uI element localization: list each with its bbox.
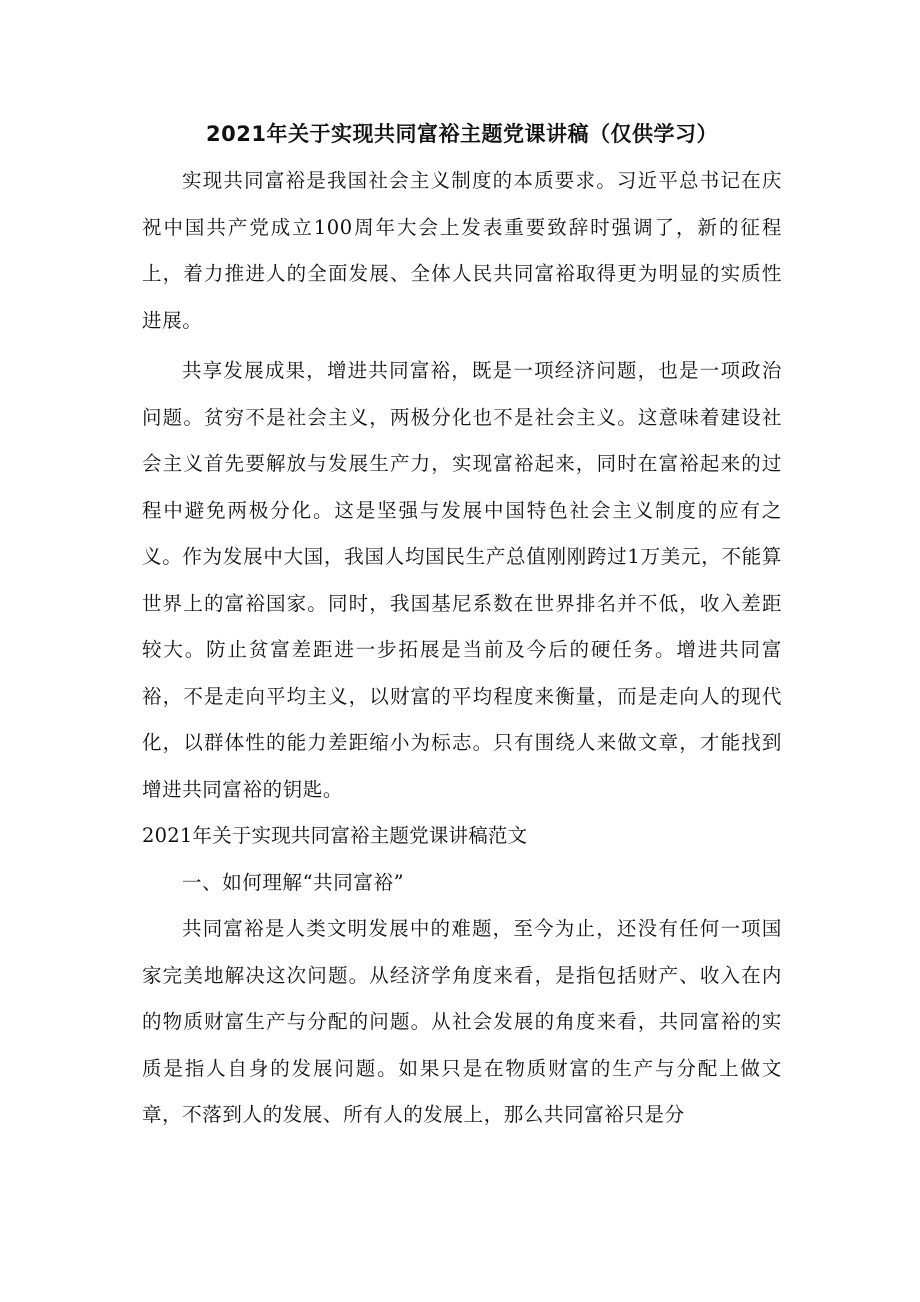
document-subtitle: 2021年关于实现共同富裕主题党课讲稿范文: [142, 824, 528, 847]
intro-paragraph-1: 实现共同富裕是我国社会主义制度的本质要求。习近平总书记在庆祝中国共产党成立100周年大会上发表重要致辞时强调了，新的征程上，着力推进人的全面发展、全体人民共同富裕取得更为明显的实质性进展。: [142, 169, 782, 332]
document-title: 2021年关于实现共同富裕主题党课讲稿（仅供学习）: [206, 122, 718, 146]
section-heading: 一、如何理解“共同富裕”: [182, 870, 405, 894]
document-body: [142, 118, 782, 1139]
section-paragraph: 共同富裕是人类文明发展中的难题，至今为止，还没有任何一项国家完美地解决这次问题。从经济学角度来看，是指包括财产、收入在内的物质财富生产与分配的问题。从社会发展的角度来看，共同富裕的实质是指人自身的发展问题。如果只是在物质财富的生产与分配上做文章，不落到人的发展、所有人的发展上，那么共同富裕只是分: [142, 917, 782, 1126]
intro-paragraph-2: 共享发展成果，增进共同富裕，既是一项经济问题，也是一项政治问题。贫穷不是社会主义，两极分化也不是社会主义。这意味着建设社会主义首先要解放与发展生产力，实现富裕起来，同时在富裕起来的过程中避免两极分化。这是坚强与发展中国特色社会主义制度的应有之义。作为发展中大国，我国人均国民生产总值刚刚跨过1万美元，不能算世界上的富裕国家。同时，我国基尼系数在世界排名并不低，收入差距较大。防止贫富差距进一步拓展是当前及今后的硬任务。增进共同富裕，不是走向平均主义，以财富的平均程度来衡量，而是走向人的现代化，以群体性的能力差距缩小为标志。只有围绕人来做文章，才能找到增进共同富裕的钥匙。: [142, 359, 782, 801]
